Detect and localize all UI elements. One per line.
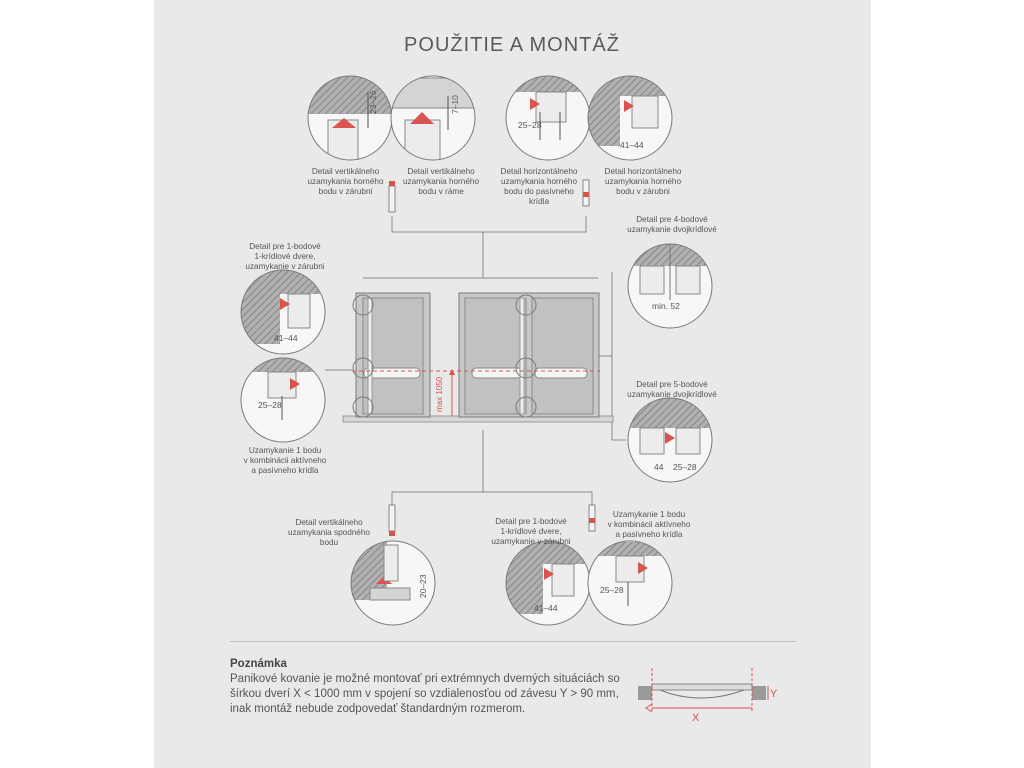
note-title: Poznámka	[230, 658, 287, 670]
dim-label: 25–28	[600, 585, 624, 595]
dim-label: 7–10	[450, 95, 460, 114]
door-illustration	[343, 293, 613, 422]
detail-circle-top-4	[580, 70, 680, 160]
caption-bottom-1: Detail vertikálneho uzamykania spodného bodu	[288, 518, 370, 547]
caption-left-2: Uzamykanie 1 bodu v kombinácii aktívneho a pasívneho krídla	[243, 446, 327, 475]
note-section	[230, 658, 650, 717]
dim-label: 25–28	[673, 462, 697, 472]
dim-label: 23–26	[368, 90, 378, 114]
detail-circle-bottom-1	[345, 540, 435, 625]
caption-left-1: Detail pre 1-bodové 1-krídlové dvere, uzamykanie v zárubni	[245, 242, 325, 271]
caption-top-2: Detail vertikálneho uzamykania horného bodu v ráme	[402, 167, 479, 196]
detail-circle-top-1	[300, 70, 400, 160]
caption-top-3: Detail horizontálneho uzamykania horného bodu do pasívneho krídla	[500, 167, 578, 206]
detail-circle-top-3	[500, 70, 600, 160]
dim-label: 44	[654, 462, 664, 472]
detail-circle-right-2	[620, 398, 720, 482]
caption-bottom-2: Detail pre 1-bodové 1-krídlové dvere, uzamykanie v zárubni	[491, 517, 571, 546]
detail-circle-bottom-2	[500, 540, 600, 625]
note-body	[230, 672, 650, 717]
caption-right-2: Detail pre 5-bodové uzamykanie dvojkrídlové	[627, 380, 717, 399]
note-illustration	[638, 668, 778, 724]
dim-label: 41–44	[534, 603, 558, 613]
detail-circle-right-1	[620, 244, 720, 328]
dim-label: 41–44	[274, 333, 298, 343]
dim-label: 41–44	[620, 140, 644, 150]
detail-circle-left-1	[235, 270, 335, 354]
dim-label: min. 52	[652, 301, 680, 311]
caption-bottom-3: Uzamykanie 1 bodu v kombinácii aktívneho a pasívneho krídla	[607, 510, 691, 539]
note-line: šírkou dverí X < 1000 mm v spojení so vzdialenosťou od závesu Y > 90 mm,	[230, 688, 619, 700]
divider	[230, 641, 796, 642]
dim-label: 25–28	[518, 120, 542, 130]
note-label-y: Y	[770, 688, 778, 700]
detail-circle-left-2	[235, 358, 335, 442]
caption-right-1: Detail pre 4-bodové uzamykanie dvojkrídlové	[627, 215, 717, 234]
caption-top-1: Detail vertikálneho uzamykania horného bodu v zárubni	[307, 167, 384, 196]
dim-label: 25–28	[258, 400, 282, 410]
detail-circle-bottom-3	[580, 541, 680, 625]
note-line: inak montáž nebude zodpovedať štandardným rozmerom.	[230, 703, 526, 715]
page-title: POUŽITIE A MONTÁŽ	[404, 34, 620, 56]
dim-label: 20–23	[418, 574, 428, 598]
detail-circle-top-2	[385, 76, 485, 160]
max-height-label: max 1050	[435, 376, 444, 412]
note-label-x: X	[692, 712, 700, 724]
caption-top-4: Detail horizontálneho uzamykania horného bodu v zárubni	[604, 167, 682, 196]
note-line: Panikové kovanie je možné montovať pri extrémnych dverných situáciách so	[230, 673, 620, 685]
